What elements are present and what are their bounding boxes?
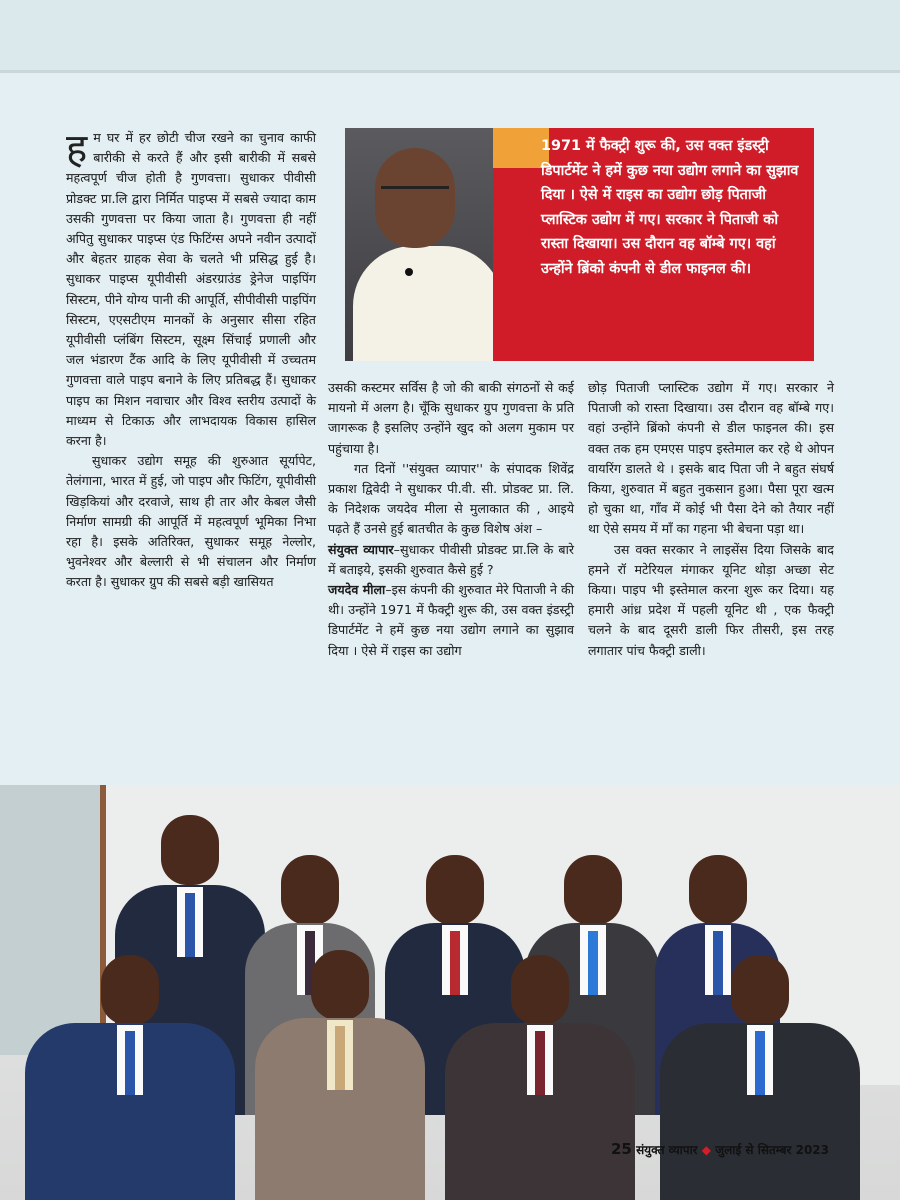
drop-cap: ह [66,126,88,172]
body-paragraph: सुधाकर उद्योग समूह की शुरुआत सूर्यापेट, तेलंगाना, भारत में हुई, जो पाइप और फिटिंग, यूपीवीसी खिड़कियां और दरवाजे, साथ ही तार और केबल जैसी निर्माण सामग्री की आपूर्ति में महत्वपूर्ण भूमिका निभा रहा है। इसके अतिरिक्त, सुधाकर समूह नेल्लोर, भुवनेश्वर और बेल्लारी से भी संचालन और निर्माण करता है। सुधाकर ग्रुप की सबसे बड़ी खासियत [66,453,316,590]
page-footer [611,1140,829,1158]
text-column-3 [588,378,834,661]
person-figure [660,955,860,1200]
group-photo [0,785,900,1200]
magazine-name: संयुक्त व्यापार [636,1143,698,1157]
answer-paragraph [328,580,574,661]
person-figure [445,955,635,1200]
microphone-icon [405,268,413,276]
issue-date: जुलाई से सितम्बर 2023 [715,1143,830,1157]
text-column-1 [66,128,316,593]
top-margin [0,0,900,73]
body-paragraph: उस वक्त सरकार ने लाइसेंस दिया जिसके बाद हमने रॉ मटेरियल मंगाकर यूनिट थोड़ा अच्छा सेट किया। पाइप भी इस्तेमाल करना शुरू कर दिया। यह हमारी आंध्र प्रदेश में पहली यूनिट थी , एक फैक्ट्री चलने के बाद दूसरी डाली फिर तीसरी, इस तरह लगातार पांच फैक्ट्री डाली। [588,541,834,658]
question-text: –सुधाकर पीवीसी प्रोडक्ट प्रा.लि के बारे में बताइये, इसकी शुरुवात कैसे हुई ? [328,541,574,577]
question-paragraph [328,540,574,580]
body-paragraph: गत दिनों ''संयुक्त व्यापार'' के संपादक शिवेंद्र प्रकाश द्विवेदी ने सुधाकर पी.वी. सी. प्रोडक्ट प्रा. लि. के निदेशक जयदेव मीला से मुलाकात की , आइये पढ़ते हैं उनसे हुई बातचीत के कुछ विशेष अंश – [328,460,574,537]
answer-text: –इस कंपनी की शुरुवात मेरे पिताजी ने की थी। उन्होंने 1971 में फैक्ट्री शुरू की, उस वक्त इंडस्ट्री डिपार्टमेंट ने हमें कुछ नया उद्योग लगाने का सुझाव दिया । ऐसे में राइस का उद्योग [328,582,574,658]
question-label: संयुक्त व्यापार [328,541,394,557]
person-figure [25,955,235,1200]
text-column-2 [328,378,574,661]
answer-label: जयदेव मीला [328,582,386,598]
intro-paragraph: म घर में हर छोटी चीज रखने का चुनाव काफी बारीकी से करते हैं और इसी बारीकी में सबसे महत्वपूर्ण चीज होती है गुणवत्ता। सुधाकर पीवीसी प्रोडक्ट प्रा.लि द्वारा निर्मित पाइप्स में सबसे ज्यादा काम उसकी गुणवत्ता पर किया जाता है। गुणवत्ता ही नहीं अपितु सुधाकर पाइप्स एंड फिटिंग्स अपने नवीन उत्पादों और बेहतर ग्राहक सेवा के चलते भी प्रसिद्ध हुई है। सुधाकर पाइप्स यूपीवीसी अंडरग्राउंड ड्रेनेज पाइपिंग सिस्टम, पीने योग्य पानी की आपूर्ति, सीपीवीसी पाइपिंग सिस्टम, एएसटीएम मानकों के अनुसार सीसा रहित यूपीवीसी प्लंबिंग सिस्टम, सूक्ष्म सिंचाई प्रणाली और जल भंडारण टैंक आदि के लिए यूपीवीसी में उच्चतम गुणवत्ता वाले पाइप बनाने के लिए प्रतिबद्ध हैं। सुधाकर पाइप का मिशन नवाचार और विश्व स्तरीय उत्पादों के माध्यम से टिकाऊ और लाभदायक विकास हासिल करना है। [66,130,316,449]
pull-quote-text: 1971 में फैक्ट्री शुरू की, उस वक्त इंडस्ट्री डिपार्टमेंट ने हमें कुछ नया उद्योग लगाने का सुझाव दिया । ऐसे में राइस का उद्योग छोड़ पिताजी प्लास्टिक उद्योग में गए। सरकार ने पिताजी को रास्ता दिखाया। उस दौरान वह बॉम्बे गए। वहां उन्होंने ब्रिंको कंपनी से डील फाइनल की। [541,138,799,277]
diamond-icon: ◆ [701,1143,712,1157]
pull-quote-box [493,128,814,361]
body-paragraph: उसकी कस्टमर सर्विस है जो की बाकी संगठनों से कई मायनो में अलग है। चूँकि सुधाकर ग्रुप गुणवत्ता के प्रति जागरूक है इसलिए उन्होंने खुद को अलग मुकाम पर पहुंचाया है। [328,380,574,456]
body-paragraph: छोड़ पिताजी प्लास्टिक उद्योग में गए। सरकार ने पिताजी को रास्ता दिखाया। उस दौरान वह बॉम्बे गए। वहां उन्होंने ब्रिंको कंपनी से डील फाइनल की। इस वक्त तक हम एमएस पाइप इस्तेमाल कर रहे थे ओपन वायरिंग डालते थे । इसके बाद पिता जी ने बहुत संघर्ष किया, शुरुवात में बहुत नुकसान हुआ। पैसा पूरा खत्म हो चुका था, गाँव में कोई भी पैसा देने को तैयार नहीं था ऐसे समय में माँ का गहना भी बेचना पड़ा था। [588,380,834,537]
person-figure [255,950,425,1200]
page-number: 25 [611,1140,632,1158]
director-portrait [345,128,493,361]
